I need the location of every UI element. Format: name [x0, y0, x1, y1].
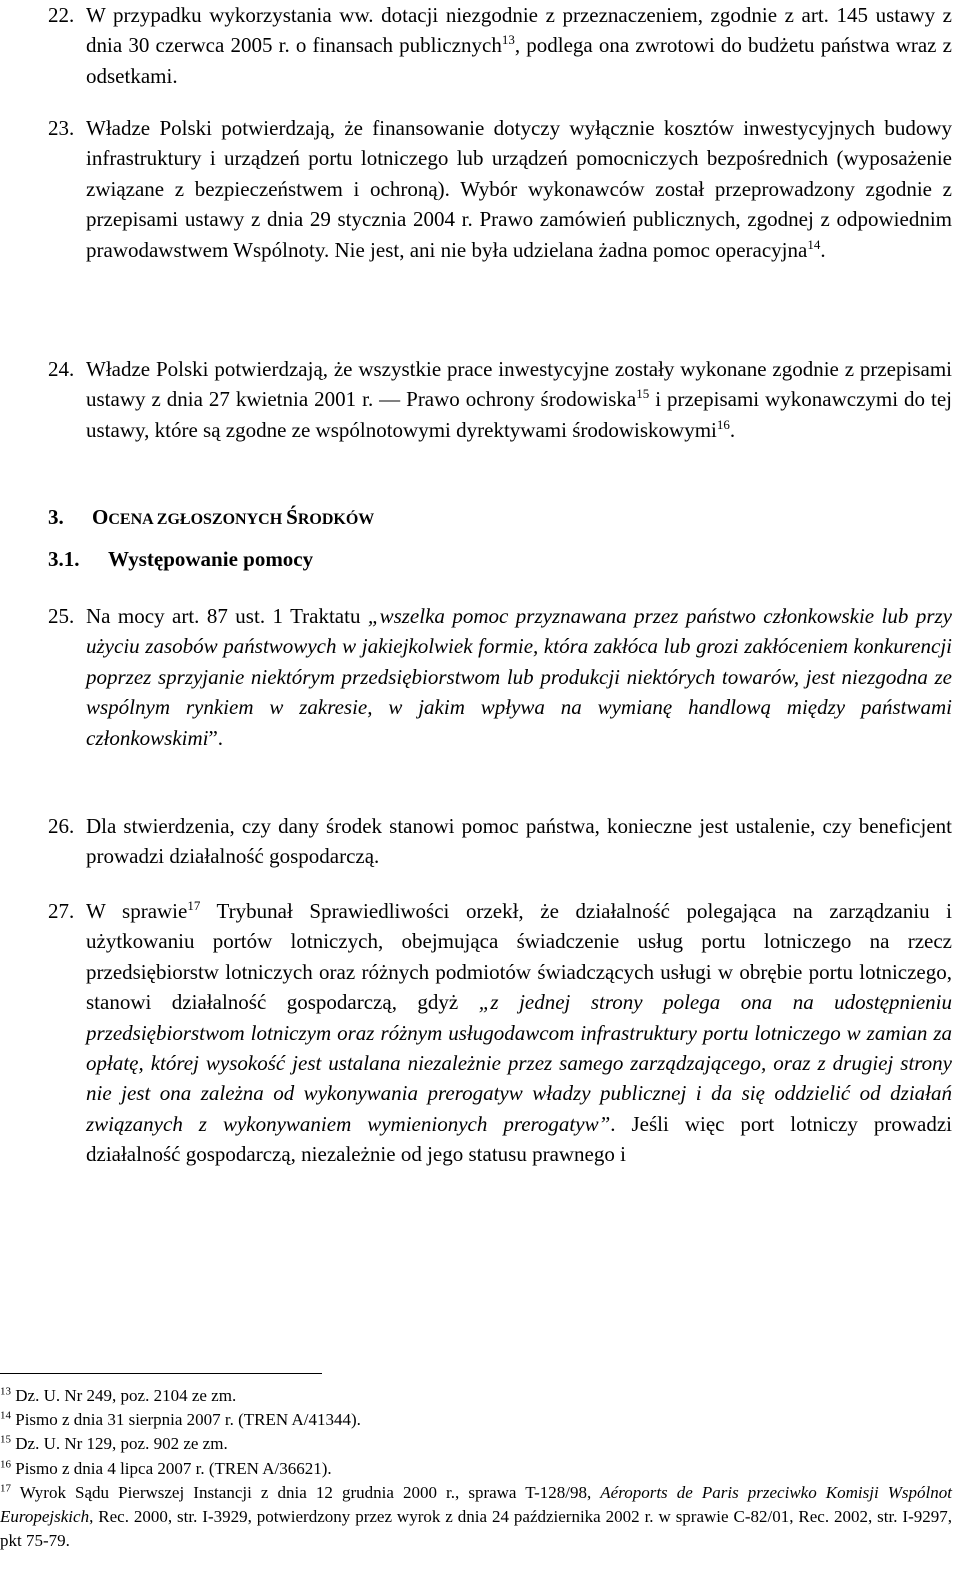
footnote-number: 14 — [0, 1409, 11, 1422]
footnote-text: , Rec. 2000, str. I-3929, potwierdzony przez wyrok z dnia 24 października 2002 r. w sprawie C-82/01, Rec. 2002, str. I-9297, pkt 75-79. — [0, 1507, 952, 1551]
footnote-text: Pismo z dnia 31 sierpnia 2007 r. (TREN A/41344). — [11, 1410, 361, 1430]
footnote-text: Pismo z dnia 4 lipca 2007 r. (TREN A/36621). — [11, 1458, 332, 1478]
paragraph-text: i przepisami wykonawczymi do tej ustawy, które są zgodne ze wspólnotowymi dyrektywami środowiskowymi — [86, 387, 952, 442]
paragraph-text: W przypadku wykorzystania ww. dotacji niezgodnie z przeznaczeniem, zgodnie z art. 145 ustawy z dnia 30 czerwca 2005 r. o finansach publicznych — [86, 3, 952, 58]
section-heading — [48, 505, 374, 530]
footnote-ref-15[interactable]: 15 — [636, 386, 650, 402]
footnote-ref-16[interactable]: 16 — [716, 416, 730, 432]
footnote-ref-14[interactable]: 14 — [807, 236, 821, 252]
paragraph-number: 24. — [48, 357, 75, 381]
paragraph-text: . Jeśli więc port lotniczy prowadzi działalność gospodarczą, niezależnie od jego statusu prawnego i — [86, 1111, 952, 1167]
footnote-ref-13[interactable]: 13 — [501, 32, 515, 48]
section-title-part: ZGŁOSZONYCH — [156, 511, 287, 528]
paragraph-text: W sprawie — [86, 899, 188, 923]
paragraph-number: 22. — [48, 3, 75, 27]
section-title-part: O — [92, 505, 109, 529]
subsection-title: Występowanie pomocy — [108, 547, 314, 571]
paragraph-number: 23. — [48, 116, 75, 140]
footnote-text: Dz. U. Nr 249, poz. 2104 ze zm. — [11, 1386, 237, 1405]
footnote-text: Wyrok Sądu Pierwszej Instancji z dnia 12 grudnia 2000 r., sprawa T-128/98, — [11, 1482, 601, 1502]
paragraph-text: . — [729, 417, 736, 442]
paragraph-25 — [48, 601, 952, 753]
paragraph-text: Trybunał Sprawiedliwości orzekł, że działalność polegająca na zarządzaniu i użytkowaniu portów lotniczych, obejmująca świadczenie usług portu lotniczego na rzecz przedsiębiorstw lotniczych oraz różnych podmiotów świadczących usługi w obrębie portu lotniczego, stanowi działalność gospodarczą, gdyż — [86, 899, 952, 1015]
paragraph-text: Na mocy art. 87 ust. 1 Traktatu — [86, 604, 368, 628]
footnote-14 — [0, 1408, 952, 1432]
paragraph-text: , podlega ona zwrotowi do budżetu państwa wraz z odsetkami. — [86, 33, 952, 88]
footnote-separator — [0, 1373, 322, 1374]
paragraph-26 — [48, 811, 952, 872]
section-title-part: Ś — [286, 505, 298, 529]
paragraph-text: ”. — [208, 725, 224, 750]
paragraph-22 — [48, 0, 952, 91]
footnote-number: 13 — [0, 1385, 11, 1398]
footnote-number: 17 — [0, 1482, 11, 1495]
paragraph-number: 25. — [48, 604, 75, 628]
footnote-ref-17[interactable]: 17 — [187, 898, 201, 913]
paragraph-number: 26. — [48, 814, 75, 838]
section-title-part: RODKÓW — [297, 511, 375, 528]
footnote-text: Dz. U. Nr 129, poz. 902 ze zm. — [11, 1434, 228, 1454]
paragraph-23 — [48, 113, 952, 265]
section-title-part: CENA — [108, 511, 157, 528]
case-name: Aéroports de Paris przeciwko Komisji Wspólnot Europejskich — [0, 1482, 952, 1527]
paragraph-27 — [48, 896, 952, 1170]
subsection-number: 3.1. — [48, 547, 80, 571]
footnotes — [0, 1384, 952, 1553]
footnote-16 — [0, 1457, 952, 1481]
footnote-13 — [0, 1384, 952, 1408]
subsection-heading — [48, 547, 313, 572]
paragraph-text: . — [820, 237, 826, 262]
section-number: 3. — [48, 505, 64, 529]
paragraph-24 — [48, 354, 952, 445]
treaty-quote: „wszelka pomoc przyznawana przez państwo członkowskie lub przy użyciu zasobów państwowych w jakiejkolwiek formie, która zakłóca lub grozi zakłóceniem konkurencji poprzez sprzyjanie niektórym przedsiębiorstwom lub produkcji niektórych towarów, jest niezgodna ze wspólnym rynkiem w zakresie, w jakim wpływa na wymianę handlową między państwami członkowskimi — [86, 604, 952, 750]
paragraph-number: 27. — [48, 899, 75, 923]
footnote-number: 16 — [0, 1457, 11, 1470]
footnote-15 — [0, 1432, 952, 1456]
footnote-17 — [0, 1481, 952, 1554]
paragraph-text: Władze Polski potwierdzają, że finansowanie dotyczy wyłącznie kosztów inwestycyjnych budowy infrastruktury i urządzeń portu lotniczego lub urządzeń pomocniczych bezpośrednich (wyposażenie związane z bezpieczeństwem i ochroną). Wybór wykonawców został przeprowadzony zgodnie z przepisami ustawy z dnia 29 stycznia 2004 r. Prawo zamówień publicznych, zgodnej z odpowiednim prawodawstwem Wspólnoty. Nie jest, ani nie była udzielana żadna pomoc operacyjna — [86, 116, 952, 262]
footnote-number: 15 — [0, 1433, 11, 1446]
paragraph-text: Władze Polski potwierdzają, że wszystkie prace inwestycyjne zostały wykonane zgodnie z przepisami ustawy z dnia 27 kwietnia 2001 r. ― Prawo ochrony środowiska — [86, 357, 952, 412]
paragraph-text: Dla stwierdzenia, czy dany środek stanowi pomoc państwa, konieczne jest ustalenie, czy beneficjent prowadzi działalność gospodarczą. — [86, 814, 952, 869]
court-quote: „z jednej strony polega ona na udostępnieniu przedsiębiorstwom lotniczym oraz różnym usługodawcom infrastruktury portu lotniczego w zamian za opłatę, której wysokość jest ustalana niezależnie przez samego zarządzającego, oraz z drugiej strony nie jest ona zależna od wykonywania prerogatyw władzy publicznej i da się oddzielić od działań związanych z wykonywaniem wymienionych prerogatyw” — [86, 990, 953, 1136]
